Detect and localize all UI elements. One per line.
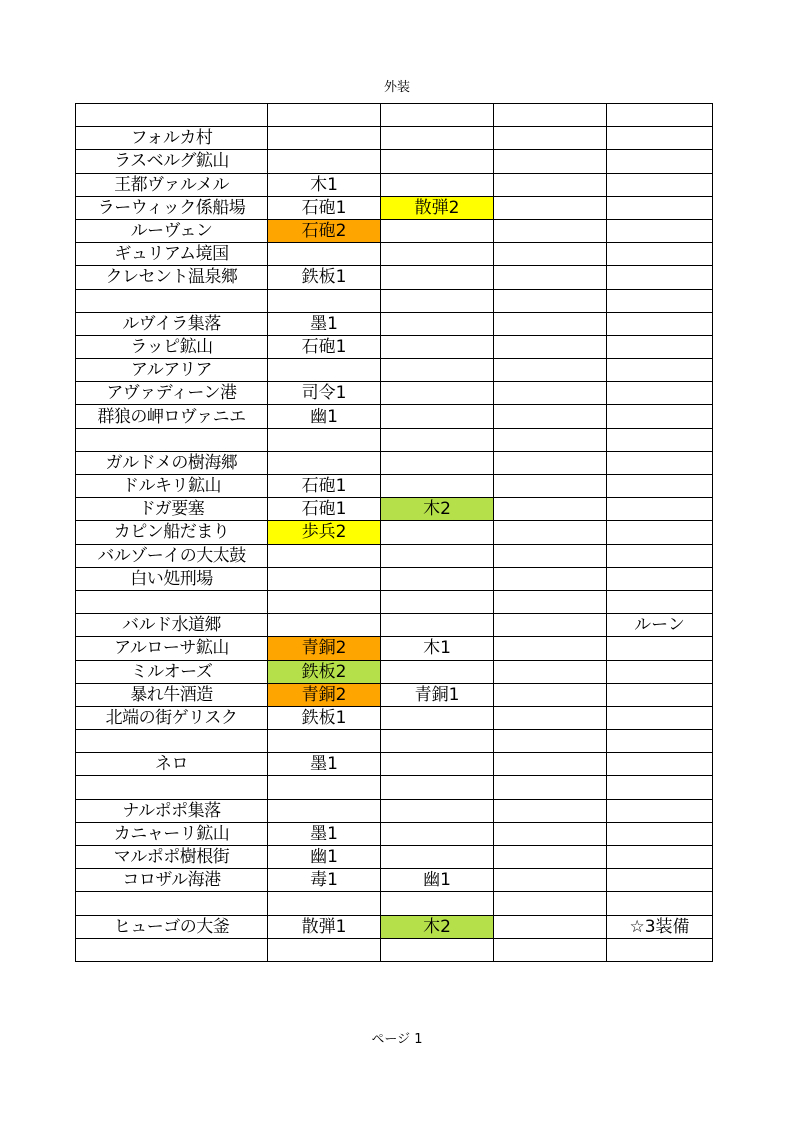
material-cell xyxy=(268,799,381,822)
material-cell: 石砲2 xyxy=(268,219,381,242)
table-row xyxy=(76,150,713,173)
material-cell xyxy=(494,405,607,428)
table-row xyxy=(76,730,713,753)
table-row xyxy=(76,637,713,660)
material-cell: 青銅2 xyxy=(268,683,381,706)
material-cell: 青銅2 xyxy=(268,637,381,660)
material-cell xyxy=(381,567,494,590)
location-name-cell: ルヴイラ集落 xyxy=(76,312,268,335)
material-cell: 鉄板1 xyxy=(268,706,381,729)
location-name-cell: 王都ヴァルメル xyxy=(76,173,268,196)
material-cell xyxy=(268,614,381,637)
table-row xyxy=(76,753,713,776)
material-cell xyxy=(268,544,381,567)
material-cell xyxy=(268,127,381,150)
material-cell xyxy=(381,521,494,544)
material-cell xyxy=(607,289,713,312)
material-cell xyxy=(607,382,713,405)
table-row xyxy=(76,405,713,428)
material-cell xyxy=(607,196,713,219)
table-body xyxy=(76,104,713,962)
material-cell xyxy=(607,498,713,521)
table-row xyxy=(76,335,713,358)
material-cell xyxy=(494,382,607,405)
material-cell xyxy=(268,289,381,312)
location-name-cell xyxy=(76,104,268,127)
table-row xyxy=(76,544,713,567)
material-cell xyxy=(494,196,607,219)
material-cell: 司令1 xyxy=(268,382,381,405)
spreadsheet-table xyxy=(75,103,713,962)
table-row xyxy=(76,498,713,521)
material-cell xyxy=(381,614,494,637)
location-name-cell xyxy=(76,938,268,961)
material-cell xyxy=(607,475,713,498)
material-cell xyxy=(494,938,607,961)
material-cell: 青銅1 xyxy=(381,683,494,706)
material-cell xyxy=(494,521,607,544)
material-cell xyxy=(494,892,607,915)
location-name-cell: ラーウィック係船場 xyxy=(76,196,268,219)
table-row xyxy=(76,938,713,961)
material-cell: 木1 xyxy=(381,637,494,660)
material-cell xyxy=(381,243,494,266)
material-cell: 墨1 xyxy=(268,753,381,776)
table-row xyxy=(76,521,713,544)
location-name-cell: アルローサ鉱山 xyxy=(76,637,268,660)
table-row xyxy=(76,846,713,869)
material-cell xyxy=(268,892,381,915)
material-cell: 毒1 xyxy=(268,869,381,892)
material-cell xyxy=(607,660,713,683)
table-row xyxy=(76,104,713,127)
location-name-cell: コロザル海港 xyxy=(76,869,268,892)
material-cell xyxy=(494,173,607,196)
material-cell xyxy=(381,892,494,915)
material-cell: 石砲1 xyxy=(268,196,381,219)
location-name-cell: アルアリア xyxy=(76,359,268,382)
material-cell xyxy=(607,266,713,289)
material-cell xyxy=(381,405,494,428)
location-name-cell xyxy=(76,590,268,613)
material-cell xyxy=(607,451,713,474)
material-cell xyxy=(381,799,494,822)
material-cell xyxy=(607,150,713,173)
material-cell xyxy=(607,706,713,729)
material-cell: ☆3装備 xyxy=(607,915,713,938)
material-cell xyxy=(381,753,494,776)
table-row xyxy=(76,567,713,590)
material-cell xyxy=(381,150,494,173)
material-cell xyxy=(268,567,381,590)
page-header: 外装 xyxy=(383,80,410,95)
table-row xyxy=(76,776,713,799)
table-row xyxy=(76,590,713,613)
material-cell xyxy=(607,567,713,590)
material-cell xyxy=(494,266,607,289)
material-cell xyxy=(607,243,713,266)
material-cell xyxy=(381,266,494,289)
material-cell xyxy=(381,359,494,382)
table-row xyxy=(76,243,713,266)
table-row xyxy=(76,799,713,822)
material-cell xyxy=(494,822,607,845)
material-cell xyxy=(607,544,713,567)
location-name-cell: バルゾーイの大太鼓 xyxy=(76,544,268,567)
table-row xyxy=(76,196,713,219)
material-cell xyxy=(494,590,607,613)
material-cell xyxy=(381,822,494,845)
material-cell xyxy=(494,289,607,312)
location-name-cell xyxy=(76,428,268,451)
material-cell xyxy=(381,706,494,729)
material-cell xyxy=(607,753,713,776)
table-row xyxy=(76,614,713,637)
material-cell xyxy=(494,683,607,706)
material-cell xyxy=(381,660,494,683)
material-cell xyxy=(381,219,494,242)
material-cell xyxy=(607,799,713,822)
material-cell xyxy=(381,289,494,312)
material-cell xyxy=(494,637,607,660)
material-cell xyxy=(268,104,381,127)
location-name-cell: 白い処刑場 xyxy=(76,567,268,590)
material-cell xyxy=(381,776,494,799)
material-cell xyxy=(494,150,607,173)
material-cell xyxy=(494,776,607,799)
material-cell xyxy=(268,776,381,799)
material-cell xyxy=(494,127,607,150)
material-cell xyxy=(607,683,713,706)
material-cell xyxy=(494,219,607,242)
material-cell: 木2 xyxy=(381,915,494,938)
material-cell xyxy=(268,451,381,474)
material-cell xyxy=(381,730,494,753)
table-row xyxy=(76,312,713,335)
material-cell: 墨1 xyxy=(268,312,381,335)
location-name-cell: カピン船だまり xyxy=(76,521,268,544)
material-cell xyxy=(381,104,494,127)
material-cell xyxy=(381,428,494,451)
material-cell xyxy=(494,544,607,567)
material-cell xyxy=(607,730,713,753)
location-name-cell: ルーヴェン xyxy=(76,219,268,242)
page-footer: ページ 1 xyxy=(371,1032,423,1047)
table-row xyxy=(76,822,713,845)
material-cell xyxy=(607,173,713,196)
material-cell xyxy=(494,614,607,637)
material-cell: 木2 xyxy=(381,498,494,521)
material-cell xyxy=(607,846,713,869)
material-cell xyxy=(607,521,713,544)
material-cell xyxy=(381,382,494,405)
material-cell: 幽1 xyxy=(268,405,381,428)
material-cell xyxy=(607,892,713,915)
material-cell: 鉄板1 xyxy=(268,266,381,289)
material-cell: 鉄板2 xyxy=(268,660,381,683)
material-cell xyxy=(607,335,713,358)
material-cell xyxy=(494,706,607,729)
material-cell: 墨1 xyxy=(268,822,381,845)
location-name-cell: ミルオーズ xyxy=(76,660,268,683)
material-cell xyxy=(494,567,607,590)
location-name-cell: ナルポポ集落 xyxy=(76,799,268,822)
table-row xyxy=(76,706,713,729)
material-cell: 石砲1 xyxy=(268,475,381,498)
location-name-cell: ヒューゴの大釜 xyxy=(76,915,268,938)
material-cell xyxy=(607,869,713,892)
location-name-cell xyxy=(76,892,268,915)
material-cell xyxy=(494,846,607,869)
material-cell xyxy=(494,312,607,335)
table-row xyxy=(76,219,713,242)
location-name-cell xyxy=(76,776,268,799)
material-cell xyxy=(381,312,494,335)
material-cell xyxy=(494,335,607,358)
material-cell xyxy=(607,822,713,845)
material-cell xyxy=(607,428,713,451)
material-cell xyxy=(494,730,607,753)
location-name-cell: アヴァディーン港 xyxy=(76,382,268,405)
material-cell xyxy=(268,428,381,451)
location-name-cell: 暴れ牛酒造 xyxy=(76,683,268,706)
location-name-cell: ネロ xyxy=(76,753,268,776)
location-name-cell: ガルドメの樹海郷 xyxy=(76,451,268,474)
location-name-cell: マルポポ樹根街 xyxy=(76,846,268,869)
material-cell: 石砲1 xyxy=(268,335,381,358)
material-cell xyxy=(494,359,607,382)
table-row xyxy=(76,266,713,289)
material-cell xyxy=(494,475,607,498)
material-cell xyxy=(494,753,607,776)
material-cell xyxy=(494,243,607,266)
material-cell xyxy=(381,544,494,567)
material-cell xyxy=(494,799,607,822)
location-name-cell: 群狼の岬ロヴァニエ xyxy=(76,405,268,428)
material-cell: 散弾2 xyxy=(381,196,494,219)
material-cell xyxy=(381,335,494,358)
material-cell xyxy=(607,590,713,613)
location-name-cell: ギュリアム境国 xyxy=(76,243,268,266)
material-cell xyxy=(494,428,607,451)
material-cell: 歩兵2 xyxy=(268,521,381,544)
location-name-cell xyxy=(76,730,268,753)
material-cell xyxy=(381,127,494,150)
material-cell xyxy=(607,637,713,660)
table-row xyxy=(76,173,713,196)
location-name-cell: 北端の街ゲリスク xyxy=(76,706,268,729)
location-name-cell: バルド水道郷 xyxy=(76,614,268,637)
table-row xyxy=(76,451,713,474)
table-row xyxy=(76,869,713,892)
table-row xyxy=(76,915,713,938)
material-cell: 幽1 xyxy=(268,846,381,869)
material-cell xyxy=(381,451,494,474)
material-cell xyxy=(607,405,713,428)
material-cell xyxy=(494,915,607,938)
location-name-cell: クレセント温泉郷 xyxy=(76,266,268,289)
material-cell xyxy=(381,938,494,961)
table-row xyxy=(76,428,713,451)
location-name-cell: ドガ要塞 xyxy=(76,498,268,521)
table-row xyxy=(76,382,713,405)
material-cell: 木1 xyxy=(268,173,381,196)
location-name-cell xyxy=(76,289,268,312)
material-cell: 石砲1 xyxy=(268,498,381,521)
material-cell: 散弾1 xyxy=(268,915,381,938)
material-cell xyxy=(381,173,494,196)
material-cell xyxy=(607,104,713,127)
table-row xyxy=(76,660,713,683)
material-cell xyxy=(268,150,381,173)
material-cell xyxy=(607,359,713,382)
material-cell xyxy=(607,312,713,335)
table-row xyxy=(76,289,713,312)
material-cell xyxy=(607,776,713,799)
material-cell xyxy=(607,219,713,242)
table-row xyxy=(76,475,713,498)
material-cell xyxy=(494,498,607,521)
material-cell xyxy=(607,938,713,961)
material-cell xyxy=(381,590,494,613)
material-cell xyxy=(494,660,607,683)
table-row xyxy=(76,127,713,150)
material-cell xyxy=(494,451,607,474)
material-cell xyxy=(494,869,607,892)
location-name-cell: ラスベルグ鉱山 xyxy=(76,150,268,173)
material-cell: ルーン xyxy=(607,614,713,637)
material-cell xyxy=(494,104,607,127)
table-row xyxy=(76,892,713,915)
material-cell xyxy=(607,127,713,150)
location-name-cell: ラッピ鉱山 xyxy=(76,335,268,358)
material-cell xyxy=(268,938,381,961)
material-cell xyxy=(381,846,494,869)
material-cell xyxy=(268,243,381,266)
material-cell xyxy=(268,730,381,753)
location-name-cell: ドルキリ鉱山 xyxy=(76,475,268,498)
material-cell xyxy=(381,475,494,498)
table-row xyxy=(76,683,713,706)
material-cell: 幽1 xyxy=(381,869,494,892)
table-row xyxy=(76,359,713,382)
material-cell xyxy=(268,590,381,613)
location-name-cell: フォルカ村 xyxy=(76,127,268,150)
material-cell xyxy=(268,359,381,382)
location-name-cell: カニャーリ鉱山 xyxy=(76,822,268,845)
